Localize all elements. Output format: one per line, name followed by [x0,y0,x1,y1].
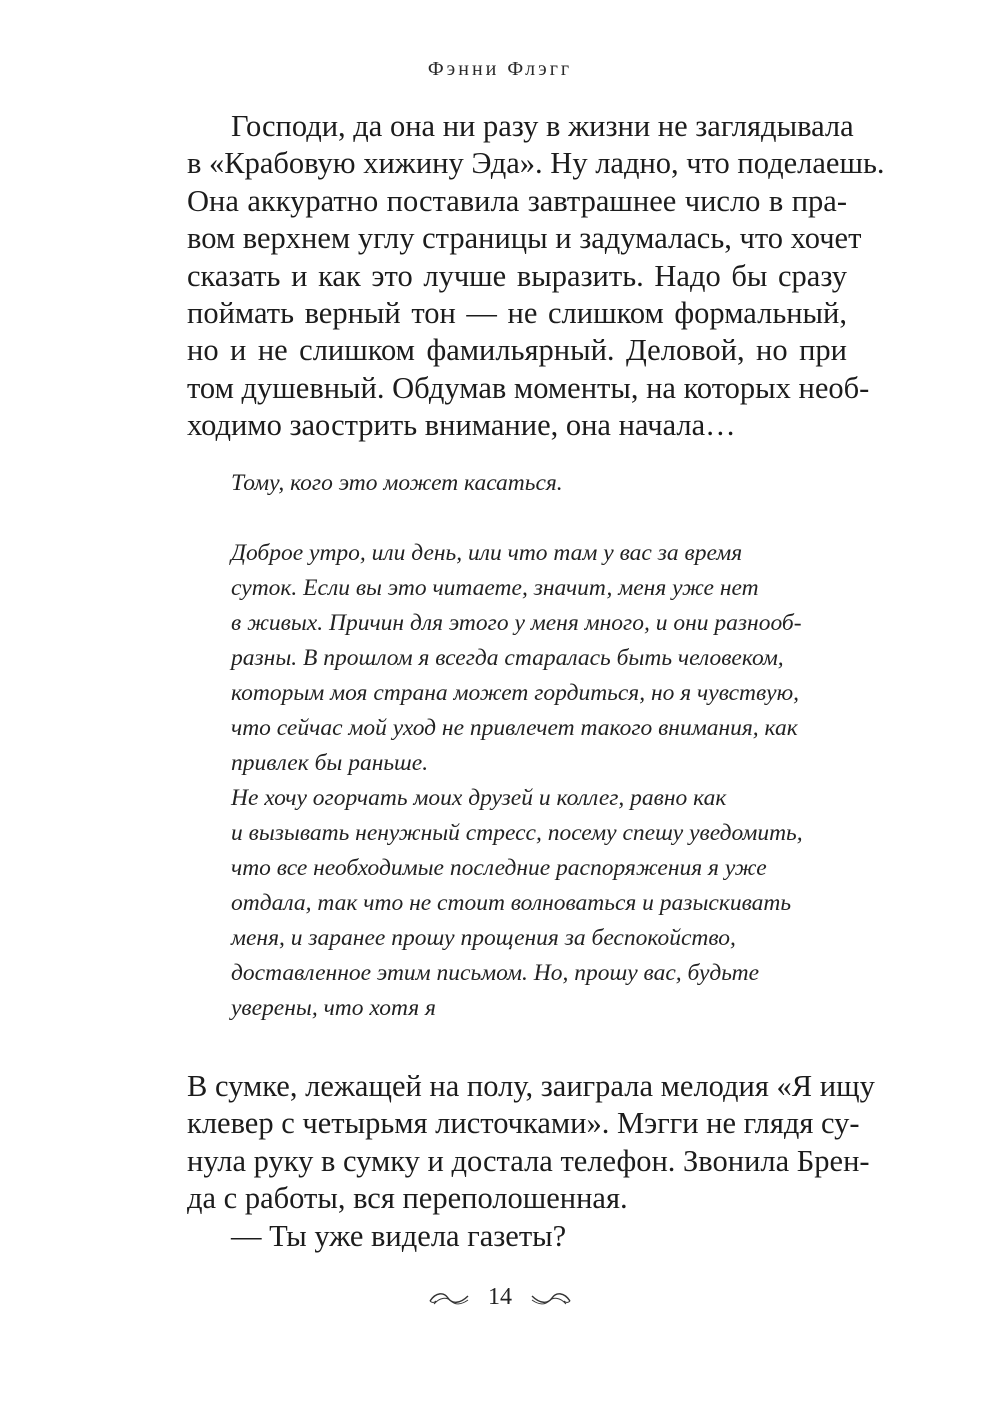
text-line: в «Крабовую хижину Эда». Ну ладно, что поделаешь. [187,146,885,181]
letter-line: суток. Если вы это читаете, значит, меня уже нет [231,575,759,601]
letter-body [231,536,851,1026]
letter-line: которым моя страна может гордиться, но я чувствую, [231,680,800,706]
text-line: ходимо заострить внимание, она начала… [187,408,736,443]
letter-line: в живых. Причин для этого у меня много, и они разнооб- [231,610,802,636]
letter-line: привлек бы раньше. [231,750,429,776]
swash-right-icon [530,1289,572,1307]
text-line: да с работы, вся переполошенная. [187,1181,628,1216]
text-line: В сумке, лежащей на полу, заиграла мелодия «Я ищу [187,1069,875,1103]
page-number: 14 [488,1284,512,1310]
letter-line: уверены, что хотя я [231,995,436,1021]
letter-salutation [231,466,851,501]
paragraph-intro [187,108,885,445]
text-line: сказать и как это лучше выразить. Надо бы сразу [187,258,847,293]
swash-left-icon [428,1289,470,1307]
letter-line: доставленное этим письмом. Но, прошу вас, будьте [231,960,760,986]
text-line: клевер с четырьмя листочками». Мэгги не глядя су- [187,1106,860,1141]
text-line: нула руку в сумку и достала телефон. Звонила Брен- [187,1143,870,1178]
text-line: — Ты уже видела газеты? [231,1219,567,1253]
letter-line: отдала, так что не стоит волноваться и разыскивать [231,890,792,916]
paragraph-phone [187,1068,875,1218]
page-footer [0,1284,1000,1311]
running-head: Фэнни Флэгг [427,58,573,80]
dialogue-line [187,1218,847,1255]
text-line: вом верхнем углу страницы и задумалась, что хочет [187,221,862,256]
text-line: поймать верный тон — не слишком формальный, [187,296,847,331]
text-line: том душевный. Обдумав моменты, на которых необ- [187,370,870,405]
letter-line: Доброе утро, или день, или что там у вас за время [231,540,743,566]
letter-line: Тому, кого это может касаться. [231,470,563,496]
text-line: но и не слишком фамильярный. Деловой, но при [187,333,847,368]
letter-line: меня, и заранее прошу прощения за беспокойство, [231,925,736,951]
text-line: Она аккуратно поставила завтрашнее число в пра- [187,183,847,218]
letter-line: что все необходимые последние распоряжения я уже [231,855,767,881]
letter-line: Не хочу огорчать моих друзей и коллег, равно как [231,785,727,811]
letter-line: что сейчас мой уход не привлечет такого внимания, как [231,715,798,741]
letter-line: и вызывать ненужный стресс, посему спешу уведомить, [231,820,803,846]
letter-line: разны. В прошлом я всегда старалась быть человеком, [231,645,784,671]
text-line: Господи, да она ни разу в жизни не заглядывала [231,109,854,143]
